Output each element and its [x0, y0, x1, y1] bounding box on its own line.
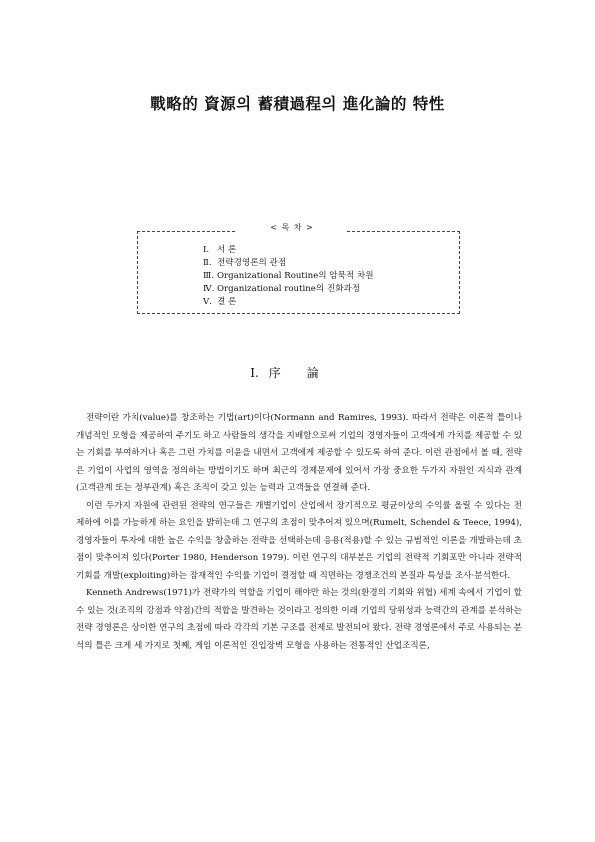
toc-item-text: Organizational routine의 진화과정: [217, 284, 361, 294]
paragraph: 전략이란 가치(value)를 창조하는 기법(art)이다(Normann and Ramires, 1993). 따라서 전략은 이론적 틀이나 개념적인 모형을 제공하여 주기도 하고 사람들의 생각을 지배함으로써 기업의 경영자들이 고객에게 가치를 제공할 수 있는 기회를 부여하거나 혹은 그런 가치를 이윤을 내면서 고객에게 제공할 수 있도록 하여 준다. 이런 관점에서 볼 때, 전략은 기업이 사업의 영역을 정의하는 방법이기도 하며 최근의 경제문제에 있어서 가장 중요한 두가지 자원인 지식과 관계(고객관계 또는 정부관계) 혹은 조직이 갖고 있는 능력과 고객들을 연결해 준다.: [76, 413, 522, 493]
toc-item-text: 전략경영론의 관점: [217, 258, 287, 268]
toc-item: [203, 270, 374, 283]
toc-list: [203, 244, 374, 309]
toc-item-number: Ⅲ.: [203, 271, 215, 281]
section-title: 序論: [268, 366, 345, 380]
paragraph: 이런 두가지 자원에 관련된 전략의 연구들은 개별기업이 산업에서 장기적으로 평균이상의 수익률 올릴 수 있다는 전제하에 이를 가능하게 하는 요인을 밝히는데 그 연구의 초점이 맞추어져 있으며(Rumelt, Schendel & Teece, 1994), 경영자들이 투자에 대한 높은 수익을 창출하는 전략을 선택하는데 응용(적용)할 수 있는 규범적인 이론을 개발하는데 초점이 맞추어져 있다(Porter 1980, Henderson 1979). 이런 연구의 대부분은 기업의 전략적 기회포만 아니라 전략적 기회를 개발(exploiting)하는 잠재적인 수익률 기업이 결정할 때 직면하는 경쟁조건의 본질과 특성을 조사·분석한다.: [76, 500, 522, 581]
toc-item-number: Ⅳ.: [203, 284, 215, 294]
toc-item-text: Organizational Routine의 암묵적 차원: [217, 271, 374, 281]
toc-item: [203, 257, 374, 270]
paper-title: 戰略的 資源의 蓄積過程의 進化論的 特性: [150, 94, 445, 113]
toc-item: [203, 283, 374, 296]
body-text: [76, 410, 522, 655]
toc-item: [203, 296, 374, 309]
toc-item-number: Ⅰ.: [203, 245, 210, 255]
section-number: Ⅰ.: [250, 366, 259, 380]
toc-label: < 목 차 >: [237, 222, 347, 233]
toc-item-text: 결 론: [217, 297, 237, 307]
toc-item-number: Ⅴ.: [203, 297, 212, 307]
toc-item: [203, 244, 374, 257]
toc-item-text: 서 론: [217, 245, 237, 255]
toc-item-number: Ⅱ.: [203, 258, 212, 268]
paragraph: Kenneth Andrews(1971)가 전략가의 역할을 기업이 해야만 하는 것의(환경의 기회와 위협) 세계 속에서 기업이 할 수 있는 것(조직의 강점과 약점)간의 적합을 발견하는 것이라고 정의한 이래 기업의 당위성과 능력간의 관계를 분석하는 전략 경영론은 상이한 연구의 초점에 따라 각각의 기본 구조를 전제로 발전되어 왔다. 전략 경영론에서 주로 사용되는 분석의 틀은 크게 세 가지로 첫째, 게임 이론적인 진입장벽 모형을 사용하는 전통적인 산업조직론,: [76, 588, 522, 651]
section-heading: [0, 364, 595, 381]
